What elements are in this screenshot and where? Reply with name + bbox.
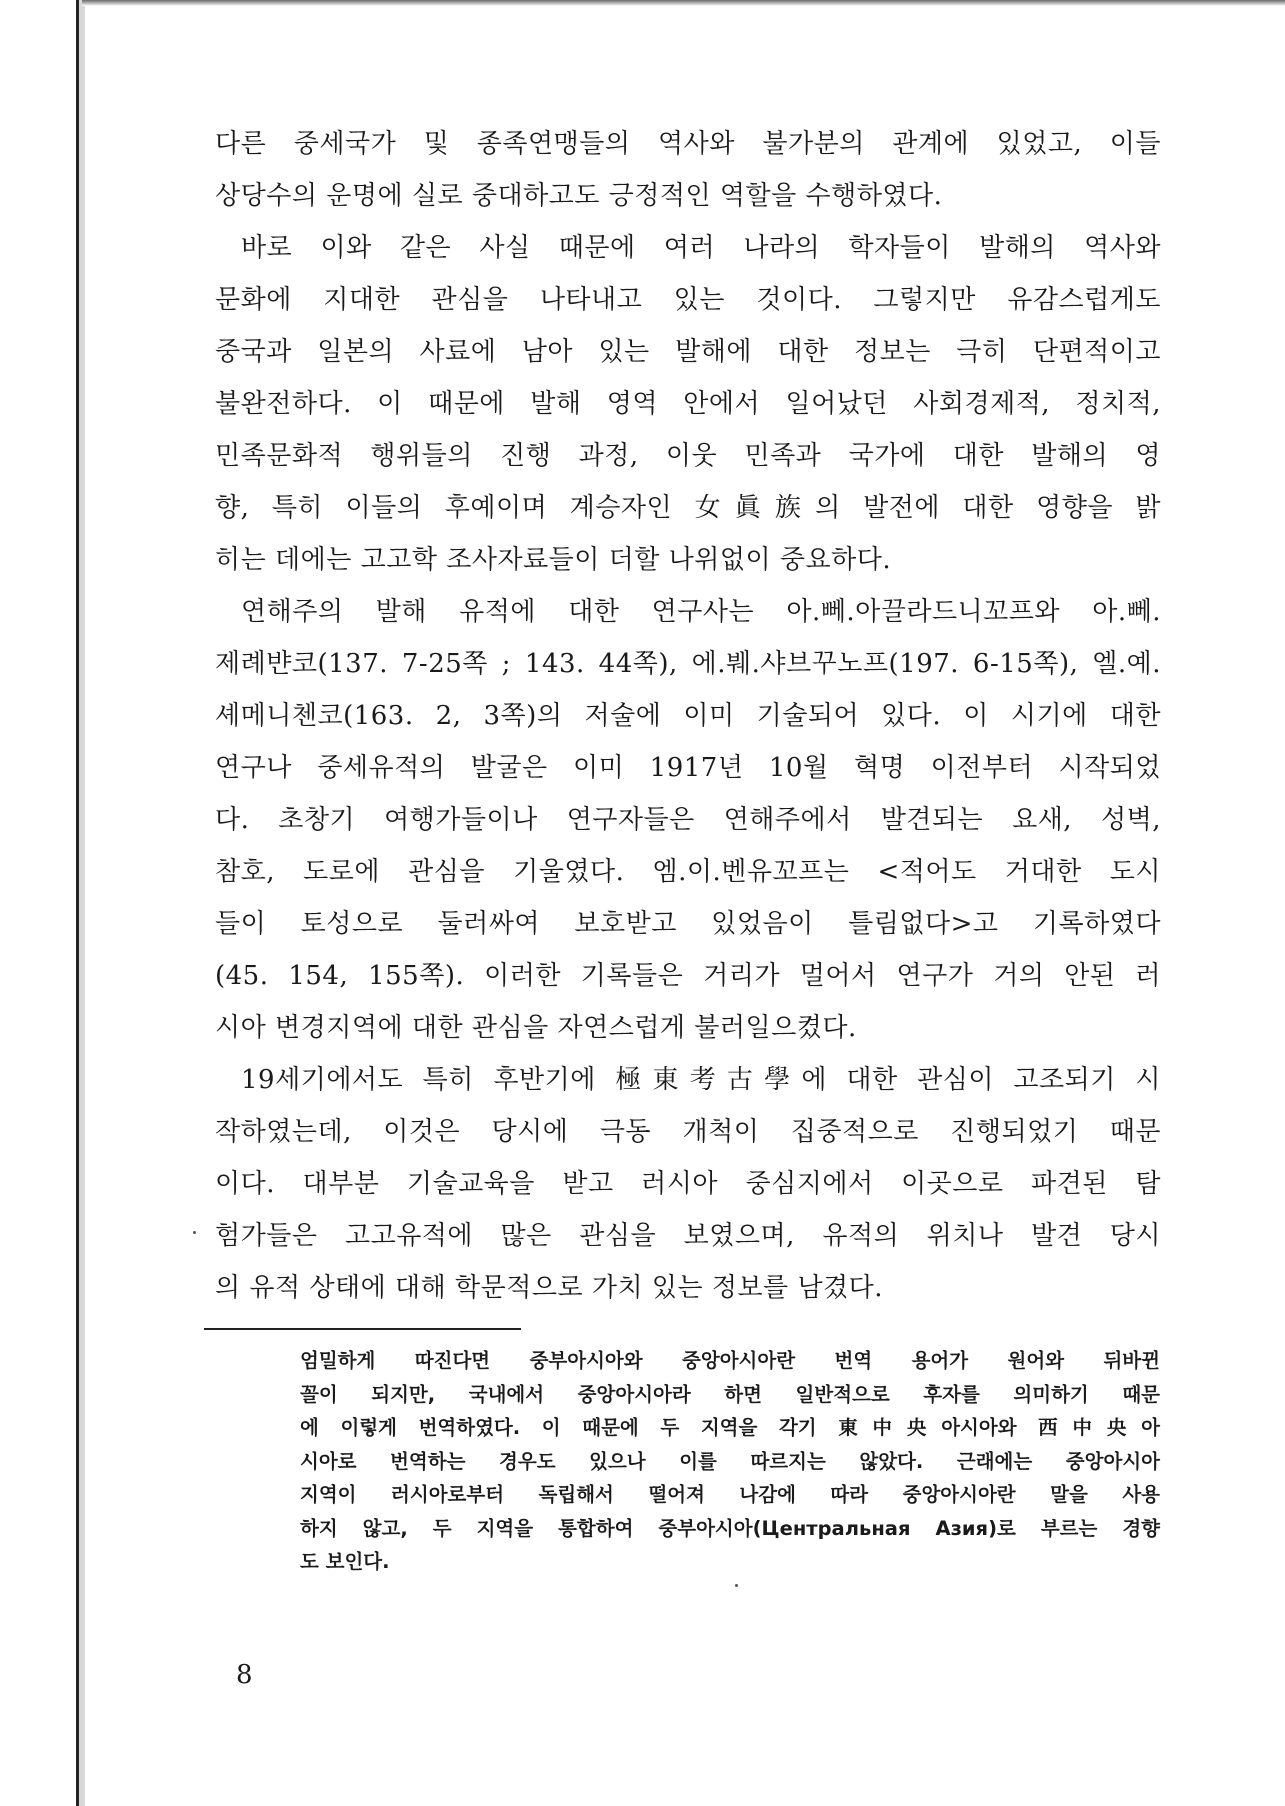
body-line: 다. 초창기 여행가들이나 연구자들은 연해주에서 발견되는 요새, 성벽, — [215, 805, 1161, 835]
footnote-line: 도 보인다. — [300, 1550, 390, 1573]
body-line: 19세기에서도 특히 후반기에 極東考古學에 대한 관심이 고조되기 시 — [241, 1065, 1161, 1095]
body-line: 문화에 지대한 관심을 나타내고 있는 것이다. 그렇지만 유감스럽게도 — [215, 285, 1161, 315]
body-line: 이다. 대부분 기술교육을 받고 러시아 중심지에서 이곳으로 파견된 탐 — [215, 1169, 1161, 1199]
body-text — [215, 118, 1161, 1314]
body-line: 시아 변경지역에 대한 관심을 자연스럽게 불러일으켰다. — [215, 1013, 857, 1043]
body-line: 험가들은 고고유적에 많은 관심을 보였으며, 유적의 위치나 발견 당시 — [215, 1221, 1161, 1251]
body-line: 다른 중세국가 및 종족연맹들의 역사와 불가분의 관계에 있었고, 이들 — [215, 129, 1161, 159]
body-line: 연구나 중세유적의 발굴은 이미 1917년 10월 혁명 이전부터 시작되었 — [215, 753, 1161, 783]
body-line: 상당수의 운명에 실로 중대하고도 긍정적인 역할을 수행하였다. — [215, 181, 943, 211]
scan-top-edge — [82, 0, 1285, 6]
body-line: 히는 데에는 고고학 조사자료들이 더할 나위없이 중요하다. — [215, 545, 892, 575]
body-line: 민족문화적 행위들의 진행 과정, 이웃 민족과 국가에 대한 발해의 영 — [215, 441, 1161, 471]
body-line: 제례뱐코(137. 7-25쪽 ; 143. 44쪽), 에.붸.샤브꾸노프(197. 6-15쪽), 엘.예. — [215, 649, 1161, 679]
footnote-line: 시아로 번역하는 경우도 있으나 이를 따르지는 않았다. 근래에는 중앙아시아 — [300, 1449, 1160, 1473]
body-line: 불완전하다. 이 때문에 발해 영역 안에서 일어났던 사회경제적, 정치적, — [215, 389, 1161, 419]
body-line: 연해주의 발해 유적에 대한 연구사는 아.뻬.아끌라드니꼬프와 아.뻬. — [241, 597, 1161, 627]
body-line: 참호, 도로에 관심을 기울였다. 엠.이.벤유꼬프는 <적어도 거대한 도시 — [215, 857, 1161, 887]
body-line: 바로 이와 같은 사실 때문에 여러 나라의 학자들이 발해의 역사와 — [241, 233, 1161, 263]
footnote-divider — [204, 1328, 521, 1330]
body-line: 향, 특히 이들의 후예이며 계승자인 女眞族의 발전에 대한 영향을 밝 — [215, 493, 1161, 523]
footnote-line: 엄밀하게 따진다면 중부아시아와 중앙아시아란 번역 용어가 원어와 뒤바뀐 — [300, 1349, 1160, 1372]
body-line: 셰메니첸코(163. 2, 3쪽)의 저술에 이미 기술되어 있다. 이 시기에 대한 — [215, 701, 1161, 731]
body-line: 중국과 일본의 사료에 남아 있는 발해에 대한 정보는 극히 단편적이고 — [215, 337, 1161, 367]
scan-speck — [193, 1231, 196, 1234]
scan-speck — [735, 1584, 738, 1587]
page-number: 8 — [236, 1660, 253, 1690]
body-line: 의 유적 상태에 대해 학문적으로 가치 있는 정보를 남겼다. — [215, 1273, 884, 1303]
body-line: 들이 토성으로 둘러싸여 보호받고 있었음이 틀림없다>고 기록하였다 — [215, 909, 1161, 939]
footnote-line: 에 이렇게 번역하였다. 이 때문에 두 지역을 각기 東中央아시아와 西中央아 — [300, 1416, 1160, 1439]
body-line: 작하였는데, 이것은 당시에 극동 개척이 집중적으로 진행되었기 때문 — [215, 1117, 1161, 1147]
footnote — [300, 1344, 1160, 1579]
footnote-line: 지역이 러시아로부터 독립해서 떨어져 나감에 따라 중앙아시아란 말을 사용 — [300, 1483, 1160, 1506]
footnote-line: 꼴이 되지만, 국내에서 중앙아시아라 하면 일반적으로 후자를 의미하기 때문 — [300, 1382, 1160, 1406]
body-line: (45. 154, 155쪽). 이러한 기록들은 거리가 멀어서 연구가 거의 안된 러 — [215, 961, 1161, 991]
footnote-line: 하지 않고, 두 지역을 통합하여 중부아시아(Центральная Азия)로 부르는 경향 — [300, 1516, 1160, 1540]
